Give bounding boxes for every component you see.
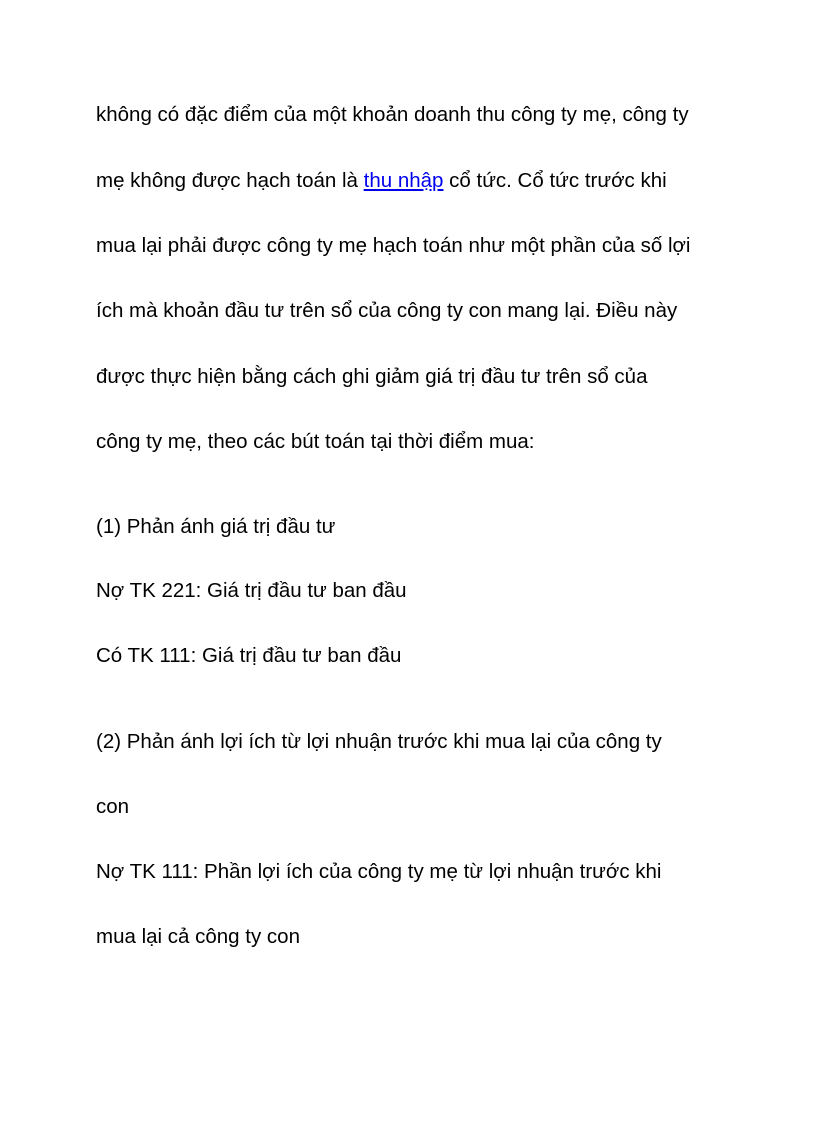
- entry-1-debit: Nợ TK 221: Giá trị đầu tư ban đầu: [96, 579, 407, 602]
- paragraph-line-2-start: mẹ không được hạch toán là: [96, 169, 364, 192]
- paragraph-line-5: được thực hiện bằng cách ghi giảm giá trị đầu tư trên sổ của: [96, 365, 648, 388]
- thu-nhap-link[interactable]: thu nhập: [363, 169, 444, 192]
- entry-1-credit: Có TK 111: Giá trị đầu tư ban đầu: [96, 644, 402, 667]
- paragraph-line-4: ích mà khoản đầu tư trên sổ của công ty con mang lại. Điều này: [96, 299, 678, 322]
- paragraph-line-2: [96, 168, 667, 194]
- entry-2-debit-line-2: mua lại cả công ty con: [96, 925, 300, 948]
- entry-2-debit-line-1: Nợ TK 111: Phần lợi ích của công ty mẹ từ lợi nhuận trước khi: [96, 860, 662, 883]
- entry-1-heading: (1) Phản ánh giá trị đầu tư: [96, 515, 336, 538]
- paragraph-line-3: mua lại phải được công ty mẹ hạch toán như một phần của số lợi: [96, 234, 691, 257]
- paragraph-line-2-end: cổ tức. Cổ tức trước khi: [443, 169, 667, 192]
- entry-2-heading-line-1: (2) Phản ánh lợi ích từ lợi nhuận trước khi mua lại của công ty: [96, 730, 662, 753]
- paragraph-line-6: công ty mẹ, theo các bút toán tại thời điểm mua:: [96, 430, 535, 453]
- entry-2-heading-line-2: con: [96, 795, 130, 818]
- paragraph-line-1: không có đặc điểm của một khoản doanh thu công ty mẹ, công ty: [96, 103, 689, 126]
